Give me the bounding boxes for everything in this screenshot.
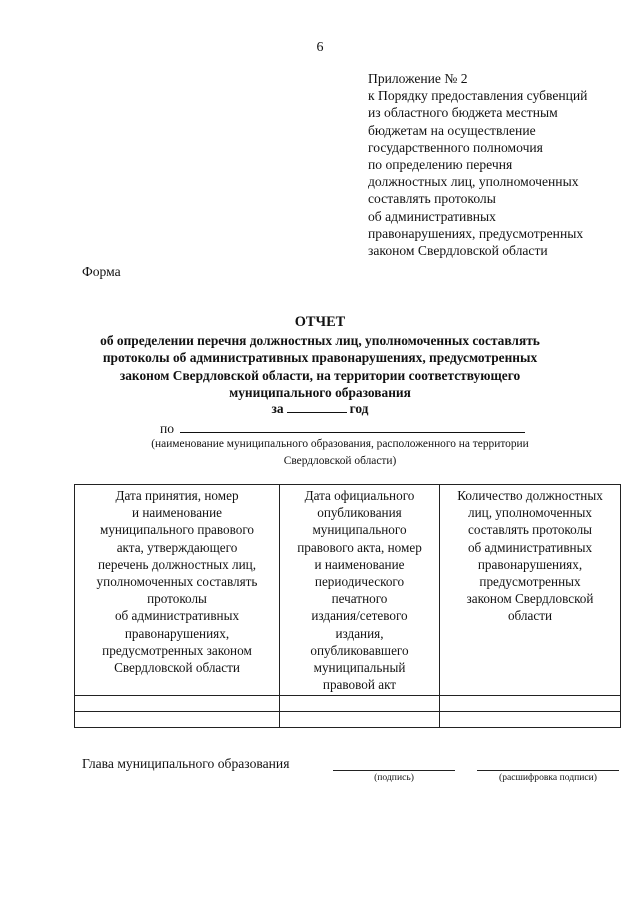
- header-text-line: Свердловской области: [114, 660, 240, 676]
- header-text-line: муниципального: [312, 522, 407, 538]
- header-text-line: акта, утверждающего: [116, 539, 238, 555]
- header-text-line: издания,: [335, 625, 384, 641]
- header-text-line: предусмотренных: [479, 574, 581, 590]
- municipality-note: [120, 436, 560, 470]
- header-text-line: Дата принятия, номер: [115, 488, 239, 503]
- year-suffix: год: [349, 401, 369, 416]
- header-text-line: периодического: [314, 574, 405, 590]
- appendix-line: государственного полномочия: [368, 139, 543, 155]
- municipality-note-line: Свердловской области): [283, 455, 397, 467]
- table-cell[interactable]: [280, 712, 440, 728]
- municipality-prefix: по: [160, 421, 175, 436]
- municipality-blank-field[interactable]: [180, 420, 525, 433]
- signature-label: Глава муниципального образования: [82, 756, 290, 771]
- year-prefix: за: [271, 401, 284, 416]
- table-cell[interactable]: [280, 696, 440, 712]
- header-text-line: и наименование: [314, 556, 405, 572]
- table-row: [75, 712, 621, 728]
- appendix-line: составлять протоколы: [368, 191, 496, 207]
- year-line: [0, 400, 640, 417]
- appendix-line: об административных: [368, 208, 496, 224]
- report-title: [60, 314, 580, 402]
- appendix-line: правонарушениях, предусмотренных: [368, 225, 584, 241]
- header-text-line: составлять протоколы: [467, 522, 593, 538]
- table-cell[interactable]: [440, 712, 621, 728]
- report-heading: ОТЧЕТ: [294, 314, 346, 330]
- signature-caption: (подпись): [374, 772, 414, 783]
- report-table: [74, 484, 621, 728]
- header-text-line: опубликования: [317, 505, 402, 521]
- header-text-line: муниципального правового: [99, 522, 255, 538]
- report-subtitle-line: об определении перечня должностных лиц, уполномоченных составлять: [100, 332, 540, 348]
- municipality-note-line: (наименование муниципального образования, расположенного на территории: [151, 438, 529, 450]
- appendix-line: бюджетам на осуществление: [368, 122, 536, 138]
- appendix-line: к Порядку предоставления субвенций: [368, 88, 588, 104]
- header-text-line: уполномоченных составлять: [96, 574, 258, 590]
- header-text-line: опубликовавшего: [310, 642, 409, 658]
- year-blank-field[interactable]: [287, 400, 347, 413]
- table-cell[interactable]: [75, 696, 280, 712]
- column-header-publication: [280, 485, 440, 696]
- report-subtitle-line: законом Свердловской области, на территории соответствующего: [119, 367, 521, 383]
- report-subtitle-line: протоколы об административных правонарушениях, предусмотренных: [102, 350, 538, 365]
- header-text-line: правового акта, номер: [297, 539, 422, 555]
- appendix-line: законом Свердловской области: [368, 243, 548, 259]
- header-text-line: правонарушениях,: [124, 625, 230, 641]
- header-text-line: области: [507, 608, 553, 624]
- table-cell[interactable]: [75, 712, 280, 728]
- form-label: Форма: [82, 264, 121, 279]
- appendix-heading: [368, 70, 587, 259]
- appendix-line: из областного бюджета местным: [368, 105, 558, 121]
- header-text-line: и наименование: [131, 505, 223, 521]
- signature-line[interactable]: [333, 770, 455, 771]
- column-header-act: [75, 485, 280, 696]
- header-text-line: муниципальный: [313, 660, 406, 676]
- header-text-line: об административных: [467, 539, 593, 555]
- table-header-row: [75, 485, 621, 696]
- header-text-line: печатного: [331, 591, 388, 607]
- header-text-line: правовой акт: [322, 677, 397, 693]
- table-row: [75, 696, 621, 712]
- report-subtitle-line: муниципального образования: [229, 385, 411, 400]
- header-text-line: перечень должностных лиц,: [97, 556, 257, 572]
- page-number: 6: [316, 40, 324, 55]
- header-text-line: правонарушениях,: [477, 556, 583, 572]
- header-text-line: протоколы: [147, 591, 207, 607]
- signature-decoding-line[interactable]: [477, 770, 619, 771]
- header-text-line: Количество должностных: [457, 488, 603, 503]
- header-text-line: предусмотренных законом: [102, 642, 252, 658]
- appendix-line: по определению перечня: [368, 157, 513, 173]
- column-header-count: [440, 485, 621, 696]
- signature-decoding-caption: (расшифровка подписи): [499, 772, 597, 783]
- municipality-line: [160, 420, 525, 437]
- table-cell[interactable]: [440, 696, 621, 712]
- header-text-line: издания/сетевого: [311, 608, 408, 624]
- appendix-line: должностных лиц, уполномоченных: [368, 174, 579, 190]
- header-text-line: лиц, уполномоченных: [468, 505, 592, 521]
- header-text-line: Дата официального: [304, 488, 415, 503]
- appendix-line: Приложение № 2: [368, 71, 468, 86]
- header-text-line: об административных: [114, 608, 240, 624]
- header-text-line: законом Свердловской: [466, 591, 594, 607]
